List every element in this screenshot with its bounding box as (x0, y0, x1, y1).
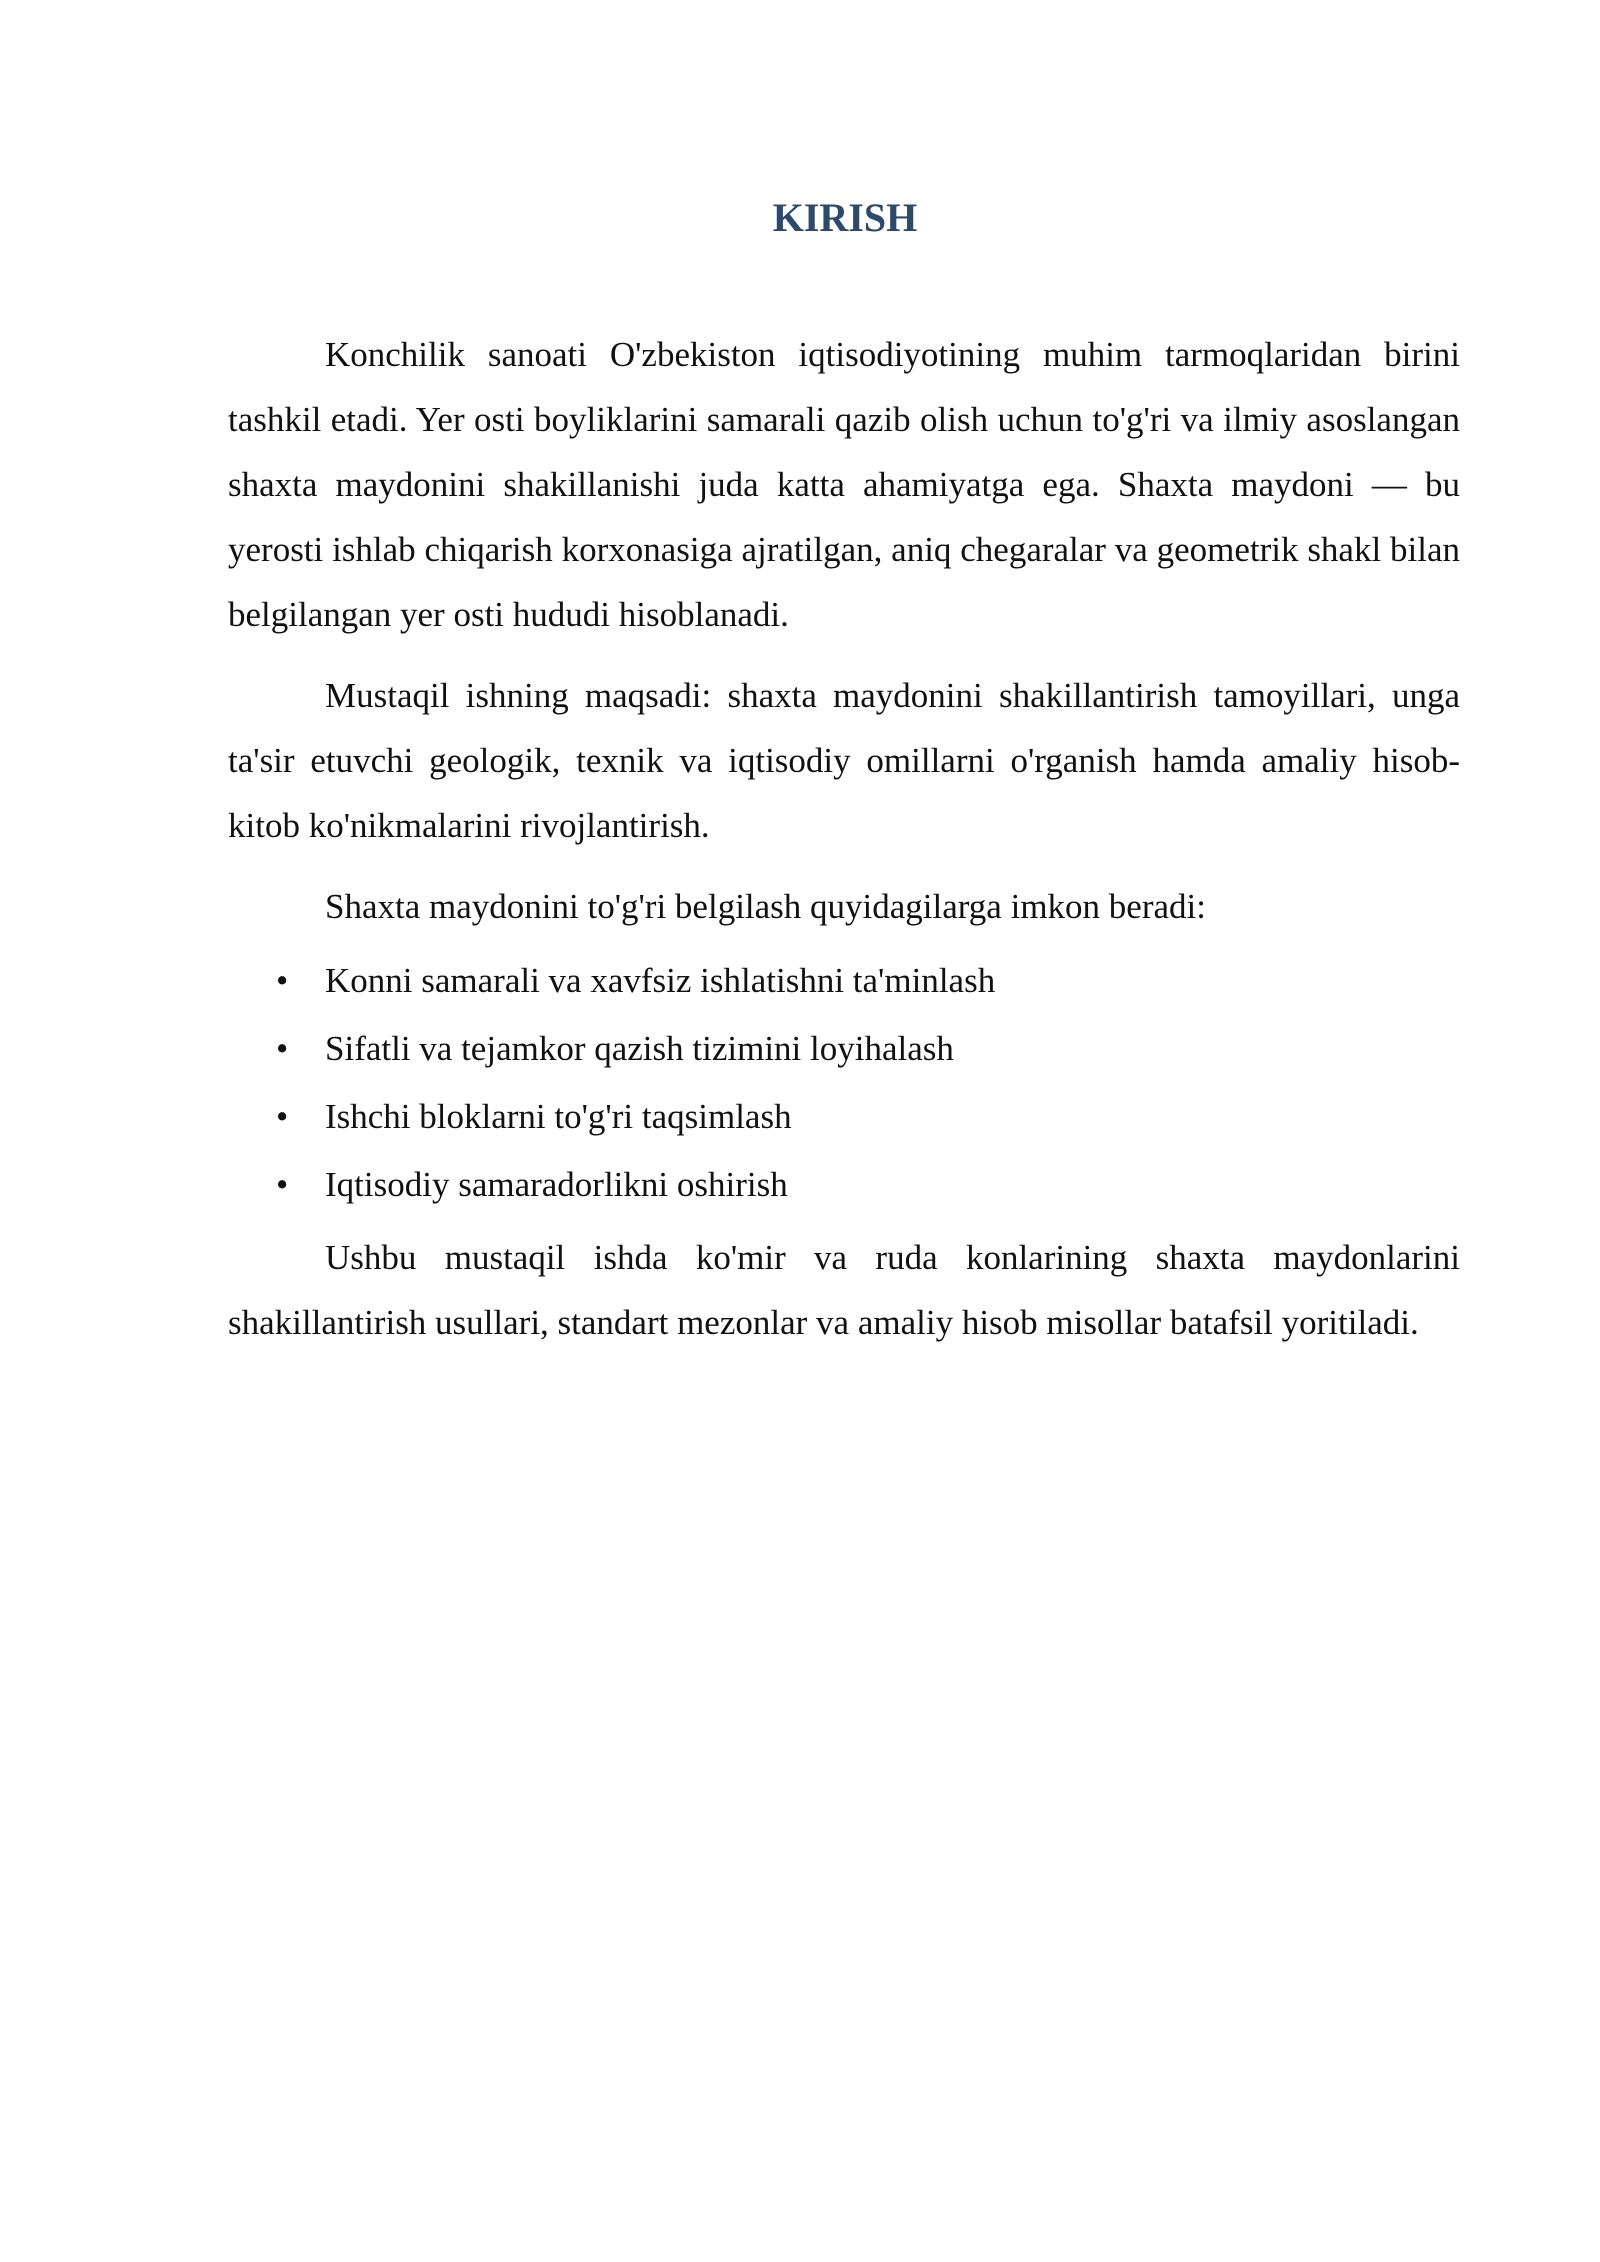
list-item-text: Konni samarali va xavfsiz ishlatishni ta'minlash (325, 961, 996, 1000)
list-item (228, 1015, 1460, 1083)
list-intro-paragraph: Shaxta maydonini to'g'ri belgilash quyidagilarga imkon beradi: (325, 887, 1206, 926)
bullet-icon: • (276, 1097, 289, 1136)
goal-paragraph: Mustaqil ishning maqsadi: shaxta maydonini shakillantirish tamoyillari, unga ta'sir etuvchi geologik, texnik va iqtisodiy omillarni o'rganish hamda amaliy hisob-kitob ko'nikmalarini rivojlantirish. (228, 676, 1460, 845)
benefits-list (228, 947, 1460, 1219)
closing-paragraph: Ushbu mustaqil ishda ko'mir va ruda konlarining shaxta maydonlarini shakillantirish usullari, standart mezonlar va amaliy hisob misollar batafsil yoritiladi. (228, 1238, 1460, 1342)
page-title: KIRISH (772, 195, 918, 240)
list-item-text: Iqtisodiy samaradorlikni oshirish (325, 1165, 788, 1204)
document-body (228, 322, 1460, 1355)
list-item-text: Sifatli va tejamkor qazish tizimini loyihalash (325, 1029, 954, 1068)
list-item-text: Ishchi bloklarni to'g'ri taqsimlash (325, 1097, 792, 1136)
bullet-icon: • (276, 1029, 289, 1068)
intro-paragraph: Konchilik sanoati O'zbekiston iqtisodiyotining muhim tarmoqlaridan birini tashkil etadi. Yer osti boyliklarini samarali qazib olish uchun to'g'ri va ilmiy asoslangan shaxta maydonini shakillanishi juda katta ahamiyatga ega. Shaxta maydoni — bu yerosti ishlab chiqarish korxonasiga ajratilgan, aniq chegaralar va geometrik shakl bilan belgilangan yer osti hududi hisoblanadi. (228, 335, 1460, 634)
list-item (228, 947, 1460, 1015)
bullet-icon: • (276, 1165, 289, 1204)
list-item (228, 1083, 1460, 1151)
list-item (228, 1151, 1460, 1219)
bullet-icon: • (276, 961, 289, 1000)
